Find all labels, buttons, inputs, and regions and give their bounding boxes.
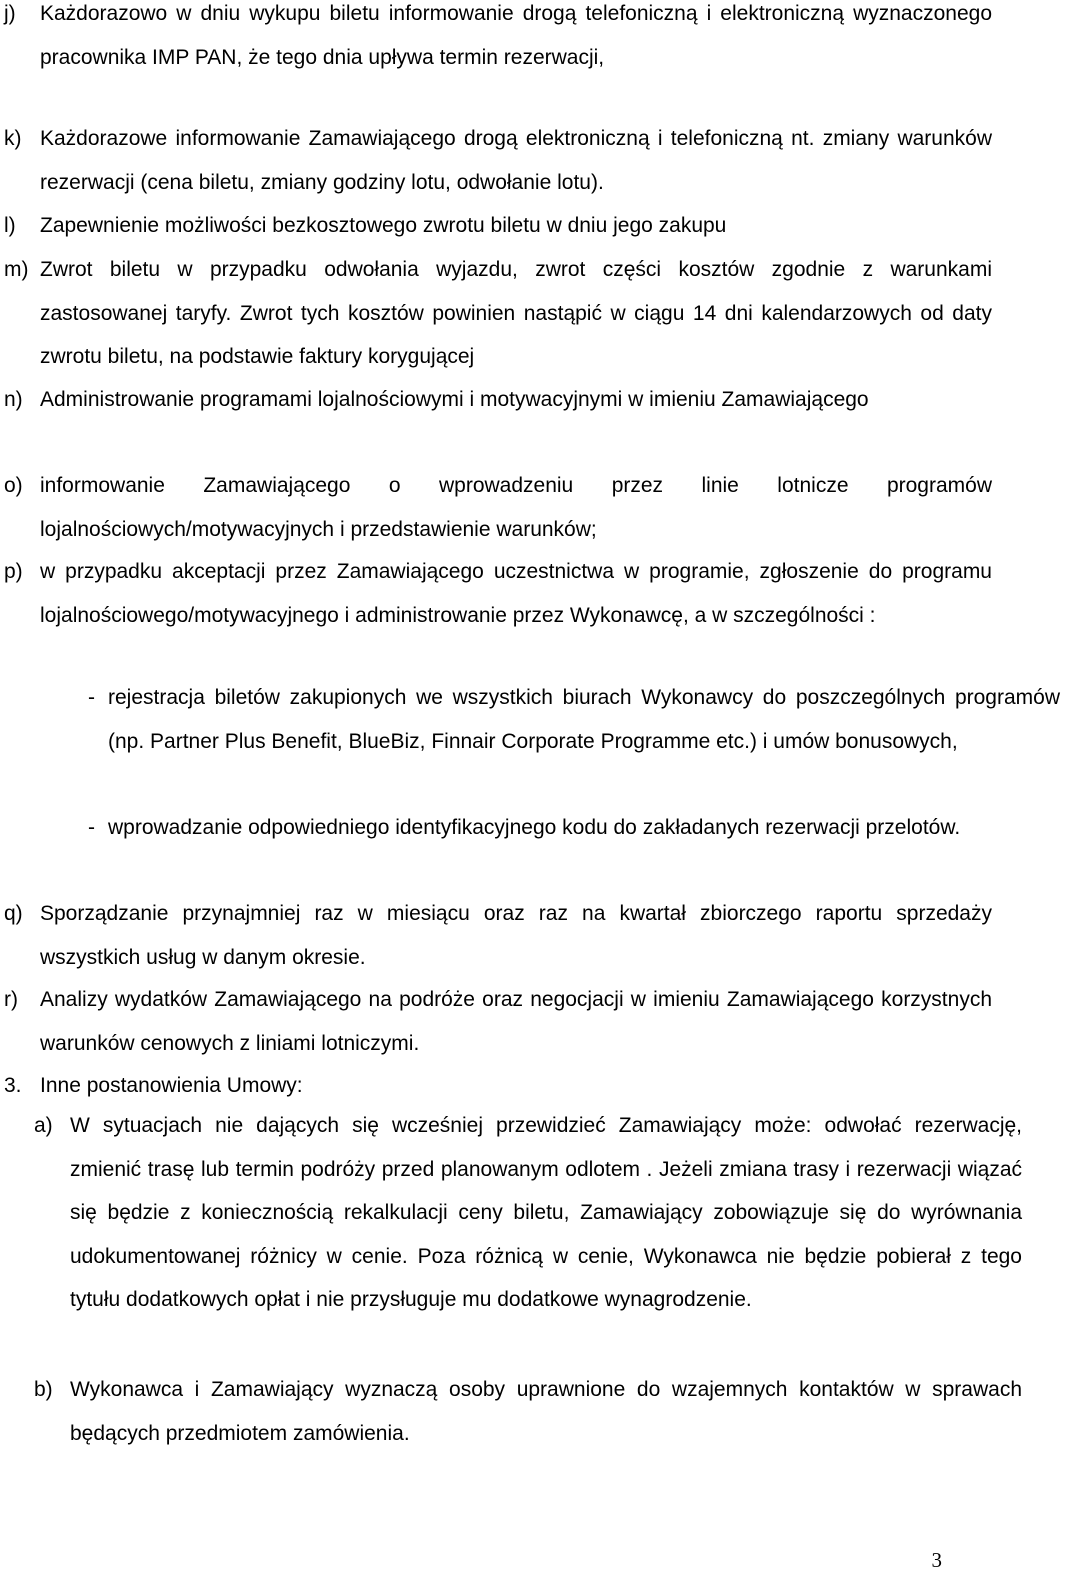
item-text: Każdorazowe informowanie Zamawiającego drogą elektroniczną i telefoniczną nt. zmiany warunków rezerwacji (cena biletu, zmiany godziny lotu, odwołanie lotu).: [40, 127, 992, 194]
item-text: Analizy wydatków Zamawiającego na podróże oraz negocjacji w imieniu Zamawiającego korzystnych warunków cenowych z liniami lotniczymi.: [40, 988, 992, 1055]
item-text: Wykonawca i Zamawiający wyznaczą osoby uprawnione do wzajemnych kontaktów w sprawach będących przedmiotem zamówienia.: [70, 1378, 1022, 1445]
list-item-n: [0, 378, 1000, 422]
dash-marker: -: [88, 686, 95, 709]
item-marker: a): [34, 1114, 53, 1137]
item-marker: k): [4, 127, 22, 150]
list-item-a: [0, 1104, 1030, 1322]
list-item-k: [0, 117, 1000, 204]
item-text: Zapewnienie możliwości bezkosztowego zwrotu biletu w dniu jego zakupu: [40, 214, 727, 237]
section-3-heading: [0, 1064, 992, 1108]
section-number: 3.: [4, 1074, 22, 1097]
dash-marker: -: [88, 816, 95, 839]
item-marker: j): [4, 2, 16, 25]
list-item-l: [0, 204, 1000, 248]
list-item-j: [0, 0, 1000, 79]
list-item-m: [0, 248, 1000, 379]
item-marker: b): [34, 1378, 53, 1401]
section-title: Inne postanowienia Umowy:: [40, 1074, 303, 1097]
sub-item-text: wprowadzanie odpowiedniego identyfikacyjnego kodu do zakładanych rezerwacji przelotów.: [108, 816, 961, 839]
list-item-q: [0, 892, 1000, 979]
list-item-b: [0, 1368, 1030, 1455]
item-marker: m): [4, 258, 29, 281]
item-text: W sytuacjach nie dających się wcześniej przewidzieć Zamawiający może: odwołać rezerwację, zmienić trasę lub termin podróży przed planowanym odlotem . Jeżeli zmiana trasy i rezerwacji wiązać się będzie z koniecznością rekalkulacji ceny biletu, Zamawiający zobowiązuje się do wyrównania udokumentowanej różnicy w cenie. Poza różnicą w cenie, Wykonawca nie będzie pobierał z tego tytułu dodatkowych opłat i nie przysługuje mu dodatkowe wynagrodzenie.: [70, 1114, 1022, 1311]
page-number: 3: [931, 1548, 942, 1572]
item-text: Zwrot biletu w przypadku odwołania wyjazdu, zwrot części kosztów zgodnie z warunkami zastosowanej taryfy. Zwrot tych kosztów powinien nastąpić w ciągu 14 dni kalendarzowych od daty zwrotu biletu, na podstawie faktury korygującej: [40, 258, 992, 368]
sub-item-registration: [0, 676, 1068, 763]
item-text: w przypadku akceptacji przez Zamawiającego uczestnictwa w programie, zgłoszenie do programu lojalnościowego/motywacyjnego i administrowanie przez Wykonawcę, a w szczególności :: [40, 560, 992, 627]
item-text: Każdorazowo w dniu wykupu biletu informowanie drogą telefoniczną i elektroniczną wyznaczonego pracownika IMP PAN, że tego dnia upływa termin rezerwacji,: [40, 2, 992, 69]
item-marker: p): [4, 560, 23, 583]
item-marker: l): [4, 214, 16, 237]
item-marker: n): [4, 388, 23, 411]
item-text: Administrowanie programami lojalnościowymi i motywacyjnymi w imieniu Zamawiającego: [40, 388, 869, 411]
item-text: Sporządzanie przynajmniej raz w miesiącu oraz raz na kwartał zbiorczego raportu sprzedaży wszystkich usług w danym okresie.: [40, 902, 992, 969]
list-item-p: [0, 550, 1000, 637]
list-item-o: [0, 464, 1000, 551]
sub-item-code: [0, 806, 1068, 850]
list-item-r: [0, 978, 1000, 1065]
item-marker: q): [4, 902, 23, 925]
item-marker: r): [4, 988, 18, 1011]
item-text: informowanie Zamawiającego o wprowadzeniu przez linie lotnicze programów lojalnościowych/motywacyjnych i przedstawienie warunków;: [40, 474, 992, 541]
sub-item-text: rejestracja biletów zakupionych we wszystkich biurach Wykonawcy do poszczególnych programów (np. Partner Plus Benefit, BlueBiz, Finnair Corporate Programme etc.) i umów bonusowych,: [108, 686, 1060, 753]
item-marker: o): [4, 474, 23, 497]
